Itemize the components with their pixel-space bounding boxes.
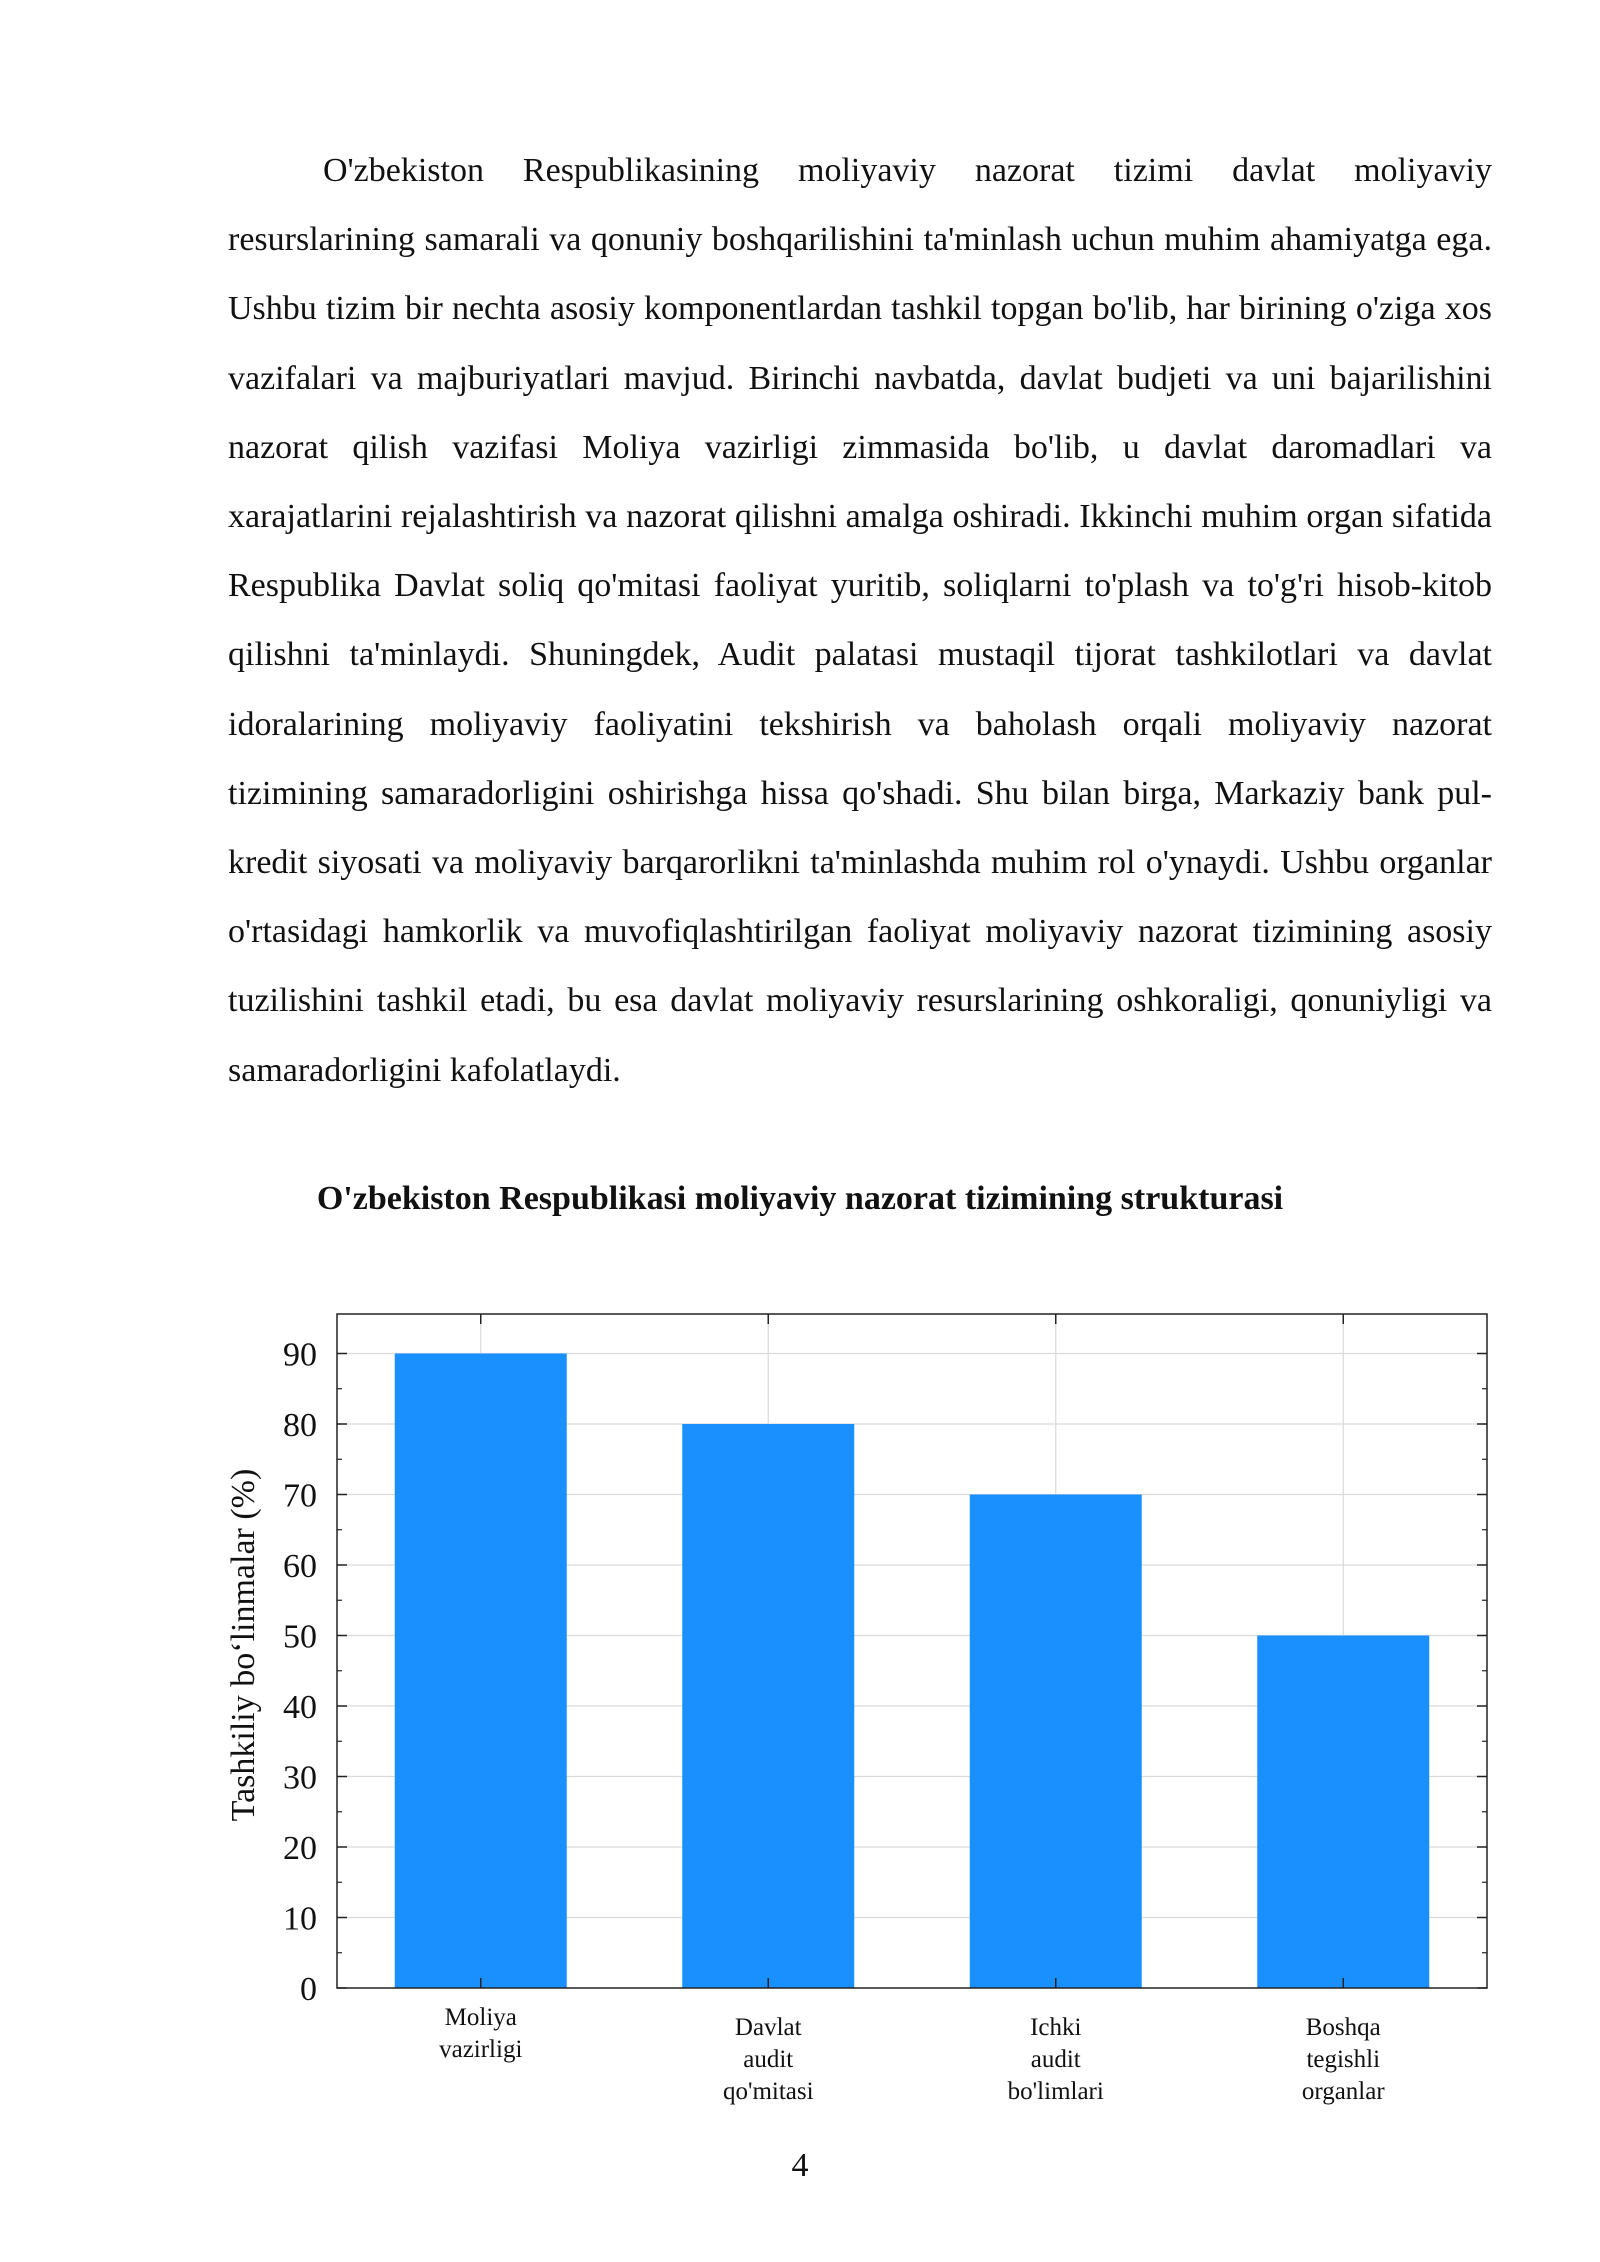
x-tick-label-line: organlar — [1301, 2078, 1385, 2105]
x-tick-label — [1008, 2014, 1104, 2105]
x-tick-label-line: audit — [743, 2046, 794, 2073]
x-tick-labels — [439, 2004, 1385, 2105]
y-tick-label: 10 — [283, 1900, 317, 1938]
chart-bars — [395, 1354, 1430, 1989]
y-tick-label: 0 — [300, 1971, 317, 2008]
x-tick-label-line: Moliya — [444, 2004, 517, 2031]
x-tick-label-line: audit — [1030, 2046, 1081, 2073]
bar — [395, 1354, 567, 1989]
y-tick-label: 70 — [283, 1477, 317, 1515]
x-tick-label-line: vazirligi — [439, 2036, 523, 2063]
x-tick-label — [723, 2014, 814, 2105]
y-tick-label: 50 — [283, 1618, 317, 1656]
y-tick-labels — [283, 1337, 317, 2009]
x-tick-label-line: qo'mitasi — [722, 2078, 814, 2105]
bar — [970, 1495, 1142, 1989]
bar — [1257, 1636, 1429, 1989]
x-tick-label — [1302, 2014, 1386, 2105]
x-tick-label-line: bo'limlari — [1007, 2078, 1104, 2105]
y-tick-label: 90 — [283, 1336, 317, 1374]
y-axis-label: Tashkiliy bo‘linmalar (%) — [225, 1468, 262, 1822]
y-tick-label: 20 — [283, 1830, 317, 1867]
page-number: 4 — [791, 2147, 809, 2184]
figure-title: O'zbekiston Respublikasi moliyaviy nazorat tizimining strukturasi — [316, 1180, 1284, 1217]
x-tick-label-line: Davlat — [734, 2014, 802, 2041]
x-tick-label-line: tegishli — [1306, 2046, 1381, 2073]
y-tick-label: 60 — [283, 1548, 317, 1585]
x-tick-label-line: Boshqa — [1305, 2014, 1381, 2041]
y-tick-label: 30 — [283, 1759, 317, 1797]
x-tick-label-line: Ichki — [1030, 2014, 1082, 2041]
bar — [682, 1424, 854, 1988]
y-tick-label: 40 — [283, 1689, 317, 1726]
body-paragraph: O'zbekiston Respublikasining moliyaviy nazorat tizimi davlat moliyaviy resurslarining samarali va qonuniy boshqarilishini ta'minlash uchun muhim ahamiyatga ega. Ushbu tizim bir nechta asosiy komponentlardan tashkil topgan bo'lib, har birining o'ziga xos vazifalari va majburiyatlari mavjud. Birinchi navbatda, davlat budjeti va uni bajarilishini nazorat qilish vazifasi Moliya vazirligi zimmasida bo'lib, u davlat daromadlari va xarajatlarini rejalashtirish va nazorat qilishni amalga oshiradi. Ikkinchi muhim organ sifatida Respublika Davlat soliq qo'mitasi faoliyat yuritib, soliqlarni to'plash va to'g'ri hisob-kitob qilishni ta'minlaydi. Shuningdek, Audit palatasi mustaqil tijorat tashkilotlari va davlat idoralarining moliyaviy faoliyatini tekshirish va baholash orqali moliyaviy nazorat tizimining samaradorligini oshirishga hissa qo'shadi. Shu bilan birga, Markaziy bank pul-kredit siyosati va moliyaviy barqarorlikni ta'minlashda muhim rol o'ynaydi. Ushbu organlar o'rtasidagi hamkorlik va muvofiqlashtirilgan faoliyat moliyaviy nazorat tizimining asosiy tuzilishini tashkil etadi, bu esa davlat moliyaviy resurslarining oshkoraligi, qonuniyligi va samaradorligini kafolatlaydi. — [228, 152, 1492, 1089]
x-tick-label — [439, 2004, 522, 2063]
y-tick-label: 80 — [283, 1407, 317, 1444]
